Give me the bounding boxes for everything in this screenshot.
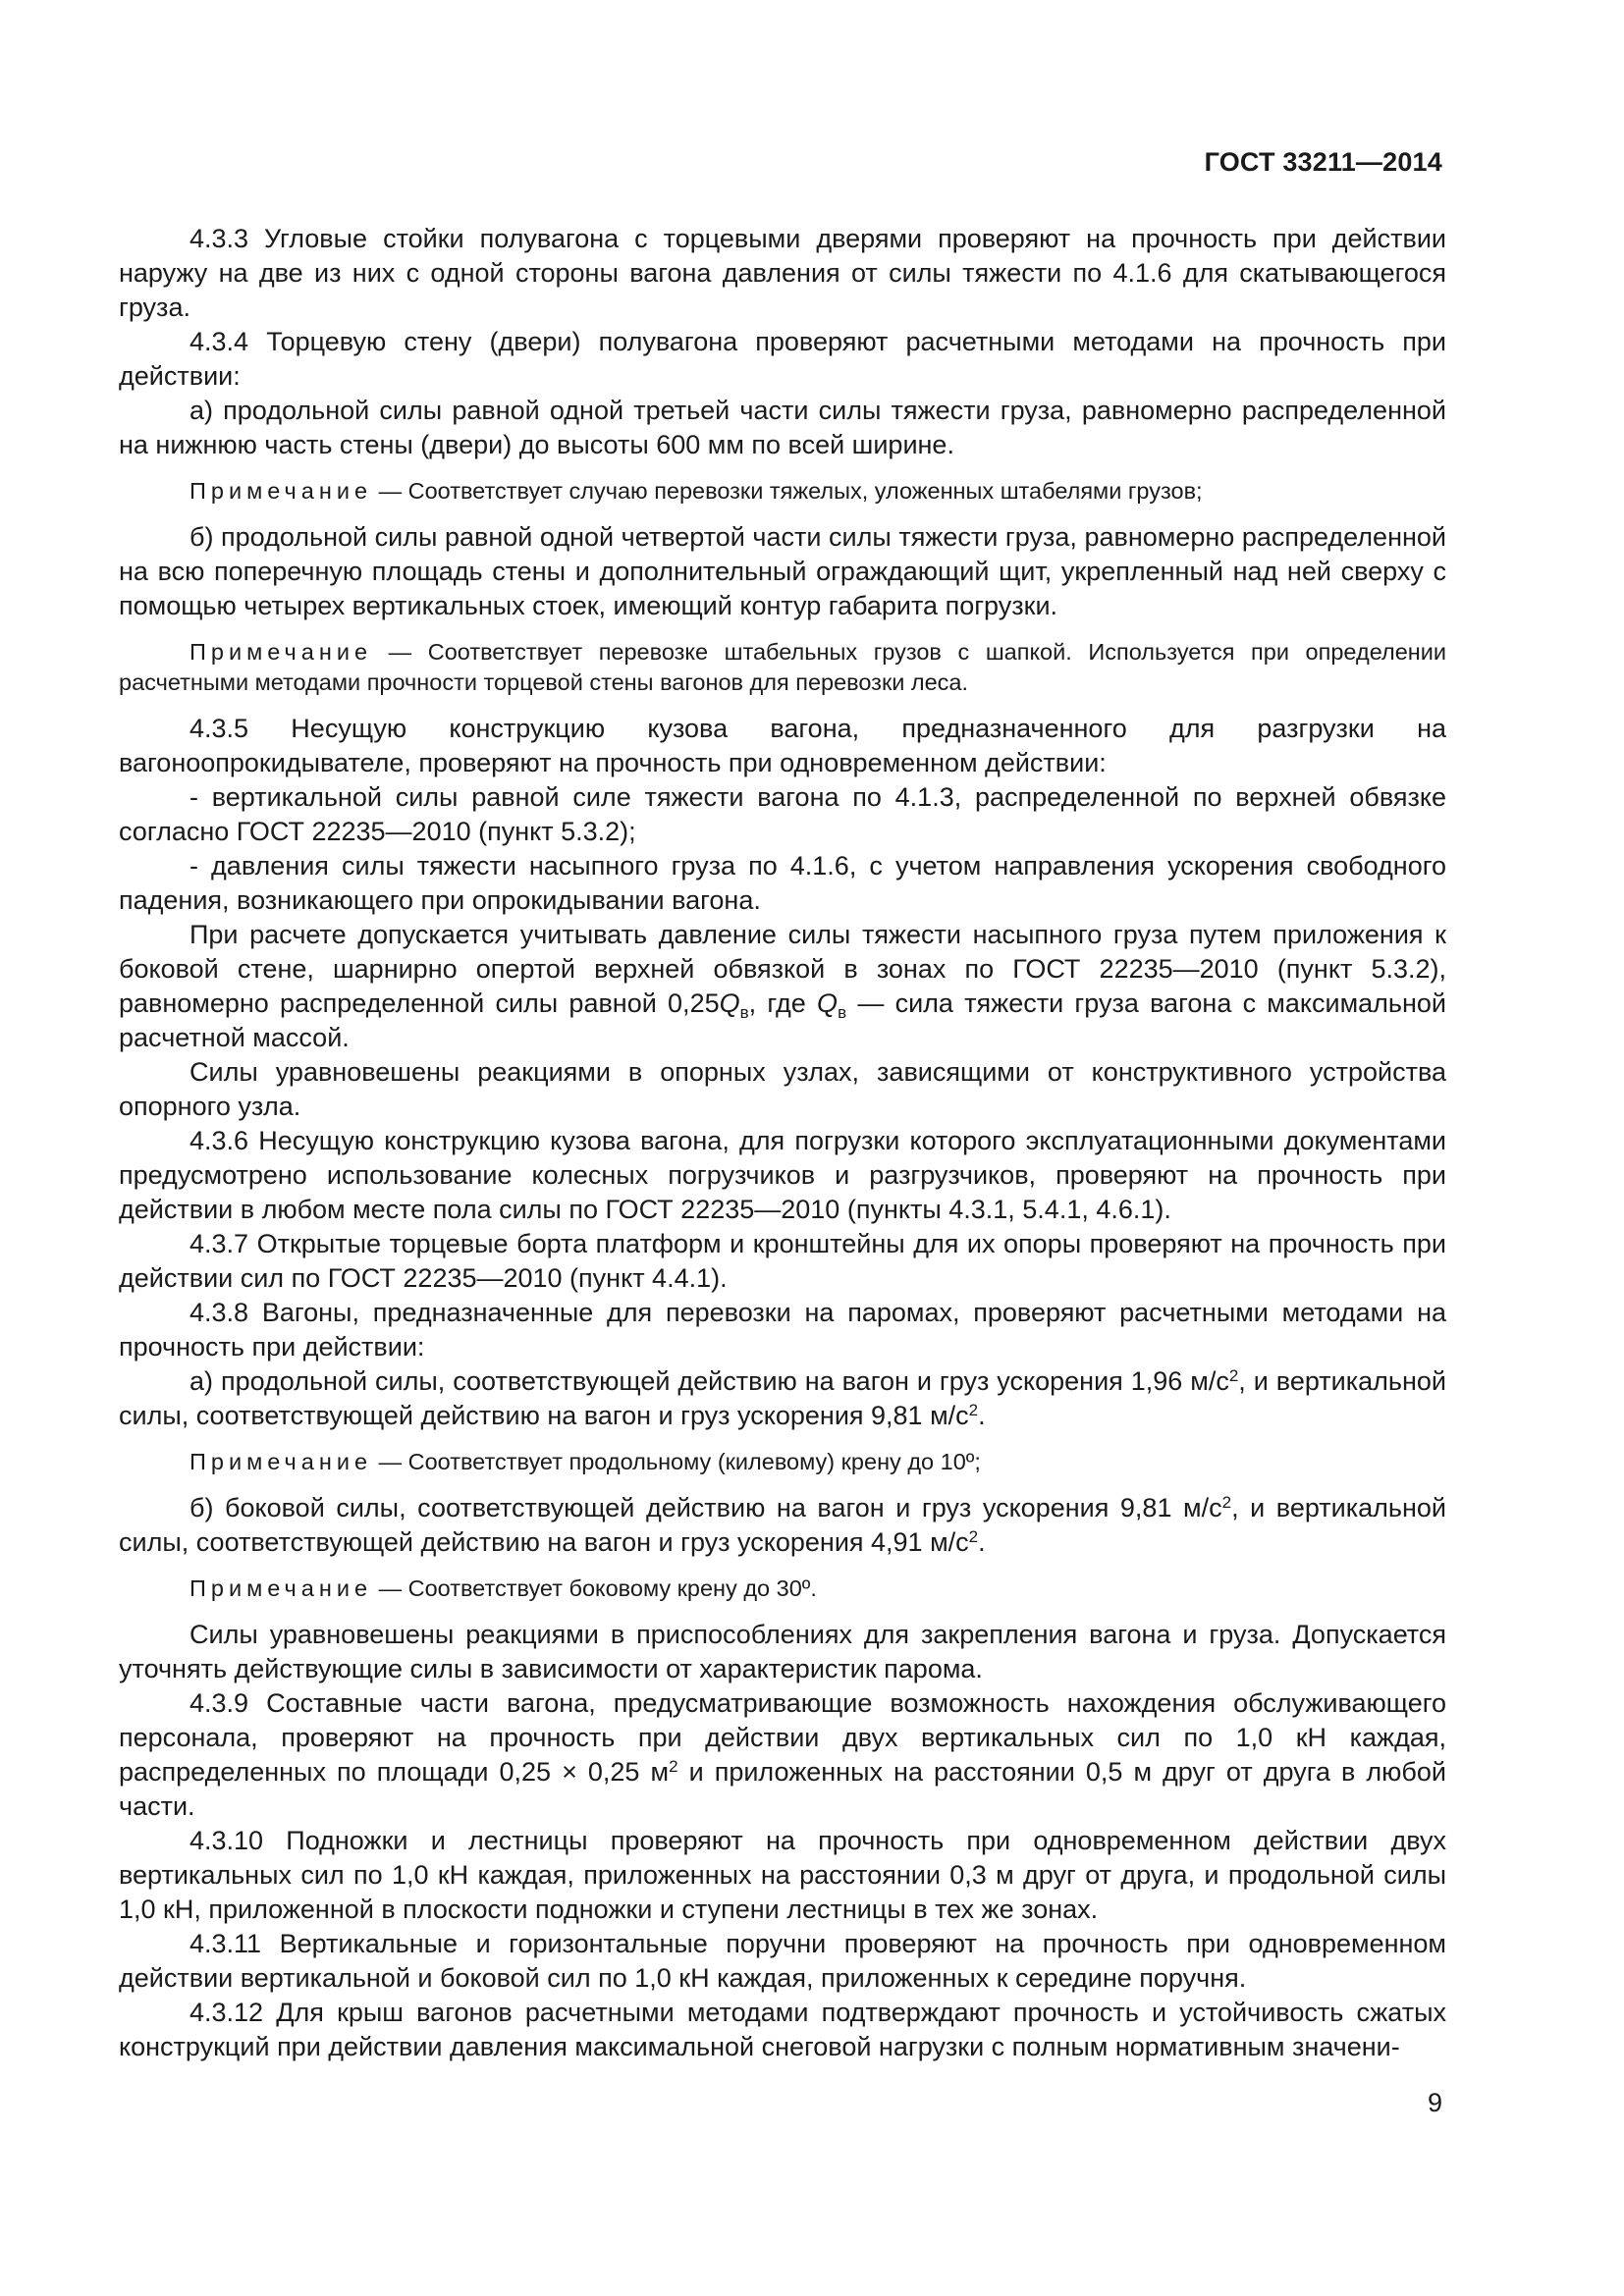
clause-4-3-4-a: а) продольной силы равной одной третьей части силы тяжести груза, равномерно распределенной на нижнюю часть стены (двери) до высоты 600 мм по всей ширине. (119, 396, 1446, 459)
text-span: При расчете допускается учитывать давление силы тяжести насыпного груза путем приложения к боковой стене, шарнирно опертой верхней обвязкой в зонах по ГОСТ 22235—2010 (пункт 5.3.2), равномерно распределенной силы равной 0,25 (119, 920, 1446, 1018)
note-dash: — (388, 639, 412, 665)
clause-4-3-5-calc (119, 918, 1446, 1055)
text-span: а) продольной силы, соответствующей действию на вагон и груз ускорения 1,96 м/с (189, 1366, 1229, 1396)
superscript: 2 (1221, 1493, 1232, 1512)
formula-q: Q (817, 988, 839, 1018)
formula-sub: в (739, 1003, 749, 1022)
text-span: , где (748, 988, 818, 1018)
clause-4-3-9 (119, 1686, 1446, 1824)
note-dash: — (378, 1575, 403, 1601)
clause-4-3-5-item-2: - давления силы тяжести насыпного груза по 4.1.6, с учетом направления ускорения свободного падения, возникающего при опрокидывании вагона. (119, 851, 1446, 915)
superscript: 2 (968, 1401, 979, 1419)
formula-sub: в (838, 1003, 847, 1022)
note-2 (119, 637, 1446, 698)
note-1 (119, 476, 1446, 507)
note-dash: — (378, 1449, 403, 1474)
clause-4-3-10: 4.3.10 Подножки и лестницы проверяют на прочность при одновременном действии двух вертикальных сил по 1,0 кН каждая, приложенных на расстоянии 0,3 м друг от друга, и продольной силы 1,0 кН, приложенной в плоскости подножки и ступени лестницы в тех же зонах. (119, 1826, 1446, 1924)
text-span: и приложенных на расстоянии 0,5 м друг от друга в любой части. (119, 1757, 1446, 1821)
standard-header: ГОСТ 33211—2014 (1204, 147, 1442, 177)
text-span: б) боковой силы, соответствующей действию на вагон и груз ускорения 9,81 м/с (189, 1493, 1222, 1522)
note-label: Примечание (189, 1449, 373, 1474)
clause-4-3-8-b (119, 1491, 1446, 1560)
document-body (119, 222, 1446, 2064)
superscript: 2 (1228, 1366, 1239, 1385)
text-span: 4.3.9 Составные части вагона, предусматривающие возможность нахождения обслуживающего персонала, проверяют на прочность при действии двух вертикальных сил по 1,0 кН каждая, распределенных по площади 0,25 × 0,25 м (119, 1688, 1446, 1787)
clause-4-3-12: 4.3.12 Для крыш вагонов расчетными методами подтверждают прочность и устойчивость сжатых конструкций при действии давления максимальной снеговой нагрузки с полным нормативным значени- (119, 1998, 1446, 2061)
note-4 (119, 1574, 1446, 1604)
note-text: Соответствует случаю перевозки тяжелых, уложенных штабелями грузов; (407, 478, 1203, 504)
clause-4-3-4: 4.3.4 Торцевую стену (двери) полувагона проверяют расчетными методами на прочность при действии: (119, 327, 1446, 391)
clause-4-3-5-reactions: Силы уравновешены реакциями в опорных узлах, зависящими от конструктивного устройства опорного узла. (119, 1057, 1446, 1121)
clause-4-3-8: 4.3.8 Вагоны, предназначенные для перевозки на паромах, проверяют расчетными методами на прочность при действии: (119, 1298, 1446, 1362)
clause-4-3-8-reactions: Силы уравновешены реакциями в приспособлениях для закрепления вагона и груза. Допускается уточнять действующие силы в зависимости от характеристик парома. (119, 1620, 1446, 1683)
clause-4-3-5: 4.3.5 Несущую конструкцию кузова вагона, предназначенного для разгрузки на вагоноопрокидывателе, проверяют на прочность при одновременном действии: (119, 714, 1446, 777)
note-3 (119, 1447, 1446, 1477)
text-span: . (978, 1527, 986, 1557)
formula-q: Q (719, 988, 740, 1018)
text-span: , и вертикальной силы, соответствующей действию на вагон и груз ускорения 4,91 м/с (119, 1493, 1446, 1557)
clause-4-3-5-item-1: - вертикальной силы равной силе тяжести вагона по 4.1.3, распределенной по верхней обвязке согласно ГОСТ 22235—2010 (пункт 5.3.2); (119, 782, 1446, 846)
note-label: Примечание (189, 1575, 373, 1601)
note-dash: — (378, 478, 403, 504)
note-label: Примечание (189, 639, 373, 665)
clause-4-3-7: 4.3.7 Открытые торцевые борта платформ и кронштейны для их опоры проверяют на прочность при действии сил по ГОСТ 22235—2010 (пункт 4.4.1). (119, 1229, 1446, 1293)
clause-4-3-3: 4.3.3 Угловые стойки полувагона с торцевыми дверями проверяют на прочность при действии наружу на две из них с одной стороны вагона давления от силы тяжести по 4.1.6 для скатывающегося груза. (119, 224, 1446, 322)
clause-4-3-11: 4.3.11 Вертикальные и горизонтальные поручни проверяют на прочность при одновременном действии вертикальной и боковой сил по 1,0 кН каждая, приложенных к середине поручня. (119, 1929, 1446, 1993)
superscript: 2 (669, 1757, 678, 1776)
note-text: Соответствует перевозке штабельных грузов с шапкой. Используется при определении расчетными методами прочности торцевой стены вагонов для перевозки леса. (119, 639, 1446, 695)
clause-4-3-8-a (119, 1364, 1446, 1433)
note-text: Соответствует боковому крену до 30º. (407, 1575, 817, 1601)
page-number: 9 (1427, 2088, 1442, 2117)
text-span: . (978, 1401, 986, 1430)
note-label: Примечание (189, 478, 373, 504)
clause-4-3-6: 4.3.6 Несущую конструкцию кузова вагона, для погрузки которого эксплуатационными документами предусмотрено использование колесных погрузчиков и разгрузчиков, проверяют на прочность при действии в любом месте пола силы по ГОСТ 22235—2010 (пункты 4.3.1, 5.4.1, 4.6.1). (119, 1126, 1446, 1224)
clause-4-3-4-b: б) продольной силы равной одной четвертой части силы тяжести груза, равномерно распределенной на всю поперечную площадь стены и дополнительный ограждающий щит, укрепленный над ней сверху с помощью четырех вертикальных стоек, имеющий контур габарита погрузки. (119, 522, 1446, 620)
text-span: — сила тяжести груза вагона с максимальной расчетной массой. (119, 988, 1446, 1052)
superscript: 2 (968, 1527, 979, 1546)
text-span: , и вертикальной силы, соответствующей действию на вагон и груз ускорения 9,81 м/с (119, 1366, 1446, 1430)
note-text: Соответствует продольному (килевому) крену до 10º; (407, 1449, 981, 1474)
